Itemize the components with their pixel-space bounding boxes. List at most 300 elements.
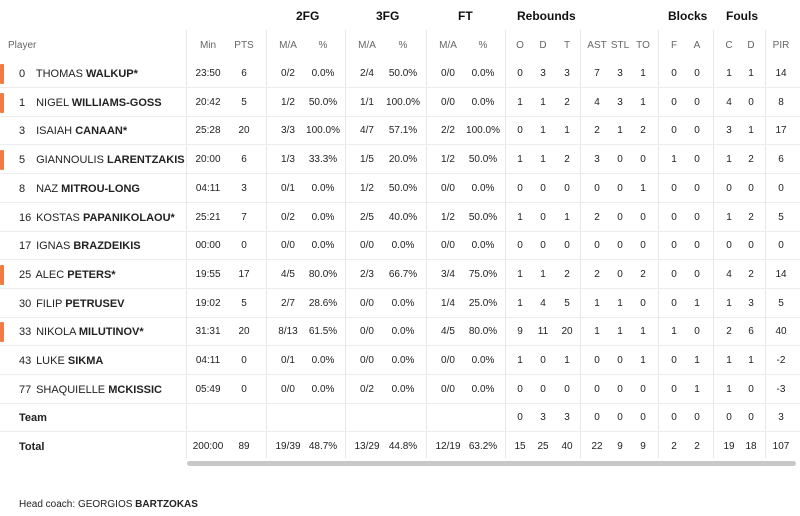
stat-to: 1 [640, 96, 646, 108]
stat-min: 19:02 [195, 297, 221, 309]
stat-pir: 40 [775, 326, 787, 338]
stat-fg2-ma: 8/13 [278, 326, 298, 338]
player-last-name[interactable]: MILUTINOV* [78, 326, 144, 339]
stat-bf: 0 [671, 211, 677, 223]
stat-fd: 0 [748, 412, 754, 424]
stat-stl: 1 [617, 326, 623, 338]
stat-bf: 0 [671, 68, 677, 79]
player-number: 17 [19, 240, 32, 253]
stat-fg2-pct: 48.7% [308, 441, 338, 453]
player-first-name: NIGEL [36, 96, 69, 109]
stat-fd: 1 [748, 355, 754, 366]
stat-fg3-pct: 100.0% [386, 96, 420, 108]
stat-pir: -2 [776, 355, 786, 366]
stat-pts: 20 [238, 326, 250, 338]
stat-fg3-ma: 2/3 [360, 268, 374, 280]
stat-fg2-ma: 0/1 [281, 355, 295, 366]
stat-pir: 0 [778, 182, 784, 194]
stat-to: 1 [640, 326, 646, 338]
stat-stl: 0 [617, 268, 623, 280]
stat-fg3-pct: 40.0% [388, 211, 418, 223]
player-number: 1 [19, 96, 26, 109]
stat-d: 25 [537, 441, 549, 453]
player-name[interactable] [19, 376, 162, 404]
stat-d: 3 [540, 68, 546, 79]
stat-ba: 1 [694, 383, 700, 395]
stat-d: 0 [540, 240, 546, 252]
stat-d: 1 [540, 96, 546, 108]
stat-o: 0 [517, 412, 523, 424]
player-name[interactable] [19, 261, 116, 289]
stat-ba: 0 [694, 68, 700, 79]
team-row [0, 404, 800, 432]
starter-marker [0, 150, 4, 170]
stat-ba: 1 [694, 297, 700, 309]
stat-ft-ma: 0/0 [441, 240, 455, 252]
stat-to: 0 [640, 383, 646, 395]
stat-fc: 19 [723, 441, 735, 453]
stat-min: 05:49 [195, 383, 221, 395]
stat-fg3-ma: 0/0 [360, 297, 374, 309]
stat-fg2-ma: 0/1 [281, 182, 295, 194]
stat-fg2-ma: 4/5 [281, 268, 295, 280]
stat-fc: 1 [726, 211, 732, 223]
stat-ast: 22 [591, 441, 603, 453]
stat-fg2-pct: 100.0% [306, 125, 340, 137]
col-header-to[interactable]: TO [636, 40, 650, 51]
stat-min: 00:00 [195, 240, 221, 252]
stat-ft-ma: 0/0 [441, 383, 455, 395]
stat-pir: 8 [778, 96, 784, 108]
stat-ft-ma: 1/2 [441, 211, 455, 223]
player-last-name[interactable]: MITROU-LONG [61, 182, 140, 195]
stat-pts: 5 [241, 297, 247, 309]
stat-ft-ma: 0/0 [441, 182, 455, 194]
stat-fg3-pct: 57.1% [388, 125, 418, 137]
stat-ft-ma: 12/19 [435, 441, 461, 453]
col-header-min[interactable]: Min [199, 40, 217, 51]
player-number: 77 [19, 383, 32, 396]
stat-d: 1 [540, 125, 546, 137]
stat-pts: 7 [241, 211, 247, 223]
player-first-name: IGNAS [36, 240, 71, 253]
stat-fc: 0 [726, 182, 732, 194]
stat-ft-pct: 0.0% [471, 240, 495, 252]
stat-fd: 1 [748, 125, 754, 137]
stat-ast: 0 [594, 182, 600, 194]
stat-min: 200:00 [192, 441, 224, 453]
stat-pir: 17 [775, 125, 787, 137]
stat-fd: 0 [748, 383, 754, 395]
stat-pir: 5 [778, 211, 784, 223]
team-label: Team [19, 412, 47, 425]
stat-ba: 0 [694, 211, 700, 223]
stat-fg2-ma: 19/39 [275, 441, 301, 453]
player-name[interactable] [19, 204, 175, 232]
stat-d: 3 [540, 412, 546, 424]
stat-ba: 0 [694, 326, 700, 338]
stat-fg2-ma: 0/0 [281, 383, 295, 395]
stat-fg3-pct: 0.0% [391, 383, 415, 395]
stat-fg3-ma: 4/7 [360, 125, 374, 137]
stat-o: 9 [517, 326, 523, 338]
stat-t: 2 [564, 96, 570, 108]
stat-bf: 0 [671, 297, 677, 309]
stat-fd: 2 [748, 211, 754, 223]
stat-ast: 1 [594, 297, 600, 309]
player-number: 30 [19, 297, 32, 310]
stat-min: 23:50 [195, 68, 221, 79]
stat-ft-ma: 3/4 [441, 268, 455, 280]
table-row [0, 232, 800, 260]
col-header-t[interactable]: T [563, 40, 571, 51]
stat-to: 0 [640, 412, 646, 424]
stat-fg2-pct: 0.0% [311, 211, 335, 223]
player-number: 3 [19, 125, 26, 138]
group-header-3fg: 3FG [376, 9, 400, 23]
col-header-fouls-d[interactable]: D [747, 40, 755, 51]
stat-t: 40 [561, 441, 573, 453]
head-coach [19, 499, 198, 510]
stat-ft-pct: 63.2% [468, 441, 498, 453]
stat-t: 20 [561, 326, 573, 338]
player-last-name[interactable]: CANAAN* [75, 125, 128, 138]
stat-ft-pct: 100.0% [466, 125, 500, 137]
player-last-name[interactable]: WALKUP* [85, 68, 138, 80]
head-coach-label: Head coach: [19, 499, 76, 510]
stat-fc: 4 [726, 268, 732, 280]
horizontal-scrollbar[interactable] [187, 461, 796, 466]
stat-fg2-ma: 3/3 [281, 125, 295, 137]
stat-fg3-ma: 0/0 [360, 326, 374, 338]
stat-o: 0 [517, 125, 523, 137]
player-last-name[interactable]: MCKISSIC [108, 383, 162, 396]
stat-t: 0 [564, 182, 570, 194]
stat-to: 1 [640, 355, 646, 366]
stat-fg3-pct: 0.0% [391, 297, 415, 309]
player-name[interactable] [19, 290, 125, 318]
stat-ast: 4 [594, 96, 600, 108]
player-number: 25 [19, 268, 32, 281]
col-header-fouls-c[interactable]: C [725, 40, 733, 51]
table-row [0, 290, 800, 318]
player-number: 5 [19, 154, 26, 167]
stat-fg2-pct: 50.0% [308, 96, 338, 108]
stat-fc: 2 [726, 326, 732, 338]
starter-marker [0, 93, 4, 113]
stat-o: 1 [517, 211, 523, 223]
stat-ba: 0 [694, 96, 700, 108]
col-header-blocks-f[interactable]: F [670, 40, 678, 51]
stat-o: 1 [517, 268, 523, 280]
stat-bf: 0 [671, 182, 677, 194]
stat-ba: 0 [694, 412, 700, 424]
stat-d: 0 [540, 182, 546, 194]
stat-fg3-pct: 66.7% [388, 268, 418, 280]
stat-fc: 0 [726, 240, 732, 252]
stat-fc: 3 [726, 125, 732, 137]
stat-ft-pct: 0.0% [471, 68, 495, 79]
col-header-ast[interactable]: AST [587, 40, 607, 51]
stat-fg3-ma: 1/2 [360, 182, 374, 194]
stat-to: 0 [640, 297, 646, 309]
stat-ft-ma: 0/0 [441, 96, 455, 108]
player-number: 33 [19, 326, 32, 339]
table-row [0, 204, 800, 232]
col-header-o[interactable]: O [516, 40, 524, 51]
player-first-name: SHAQUIELLE [36, 383, 106, 396]
col-header-d[interactable]: D [539, 40, 547, 51]
stat-pts: 5 [241, 96, 247, 108]
stat-bf: 0 [671, 383, 677, 395]
table-row [0, 347, 800, 375]
col-header-stl[interactable]: STL [610, 40, 630, 51]
stat-t: 2 [564, 154, 570, 166]
stat-d: 1 [540, 154, 546, 166]
table-row [0, 261, 800, 289]
stat-fd: 2 [748, 268, 754, 280]
stat-ba: 0 [694, 125, 700, 137]
player-last-name[interactable]: PETERS* [67, 268, 116, 281]
player-name[interactable] [19, 175, 140, 203]
stat-fg3-ma: 1/5 [360, 154, 374, 166]
stat-stl: 0 [617, 154, 623, 166]
stat-fg3-ma: 1/1 [360, 96, 374, 108]
player-name[interactable] [19, 232, 141, 260]
stat-fg3-pct: 50.0% [388, 68, 418, 79]
stat-t: 1 [564, 125, 570, 137]
player-last-name[interactable]: PAPANIKOLAOU* [82, 211, 175, 224]
head-coach-first-name: GEORGIOS [77, 499, 133, 510]
player-first-name: KOSTAS [36, 211, 80, 224]
stat-fc: 0 [726, 412, 732, 424]
stat-fg2-ma: 0/0 [281, 240, 295, 252]
stat-fg2-pct: 28.6% [308, 297, 338, 309]
stat-ba: 0 [694, 268, 700, 280]
stat-stl: 0 [617, 182, 623, 194]
stat-bf: 1 [671, 154, 677, 166]
stat-fd: 6 [748, 326, 754, 338]
stat-fg3-ma: 0/2 [360, 383, 374, 395]
starter-marker [0, 64, 4, 84]
stat-min: 20:42 [195, 96, 221, 108]
stat-pir: 3 [778, 412, 784, 424]
stat-pts: 0 [241, 240, 247, 252]
stat-o: 0 [517, 68, 523, 79]
stat-fg2-ma: 1/3 [281, 154, 295, 166]
stat-fc: 1 [726, 297, 732, 309]
stat-min: 20:00 [195, 154, 221, 166]
stat-to: 0 [640, 211, 646, 223]
stat-ft-ma: 2/2 [441, 125, 455, 137]
stat-bf: 1 [671, 326, 677, 338]
player-number: 8 [19, 182, 26, 195]
player-name[interactable] [19, 347, 103, 375]
stat-fg2-ma: 0/2 [281, 68, 295, 79]
stat-t: 0 [564, 240, 570, 252]
stat-pts: 20 [238, 125, 250, 137]
stat-ft-pct: 25.0% [468, 297, 498, 309]
stat-pir: -3 [776, 383, 786, 395]
stat-stl: 0 [617, 412, 623, 424]
col-header-blocks-a[interactable]: A [693, 40, 701, 51]
stat-o: 1 [517, 355, 523, 366]
player-name[interactable] [19, 146, 185, 174]
stat-pts: 6 [241, 68, 247, 79]
player-first-name: THOMAS [35, 68, 83, 80]
table-row [0, 146, 800, 174]
stat-pir: 0 [778, 240, 784, 252]
stat-ast: 7 [594, 68, 600, 79]
stat-fg3-pct: 20.0% [388, 154, 418, 166]
total-label: Total [19, 441, 45, 454]
stat-d: 4 [540, 297, 546, 309]
stat-pir: 14 [775, 268, 787, 280]
stat-to: 1 [640, 68, 646, 79]
col-header-3fg-pct[interactable]: % [398, 40, 408, 51]
player-first-name: NIKOLA [36, 326, 76, 339]
col-header-ft-ma[interactable]: M/A [439, 40, 457, 51]
stat-pir: 14 [775, 68, 787, 79]
stat-fg2-ma: 2/7 [281, 297, 295, 309]
col-header-2fg-ma[interactable]: M/A [279, 40, 297, 51]
player-first-name: ALEC [35, 268, 65, 281]
stat-to: 0 [640, 154, 646, 166]
player-name[interactable] [19, 117, 127, 145]
stat-ft-pct: 50.0% [468, 211, 498, 223]
stat-o: 1 [517, 96, 523, 108]
player-first-name: LUKE [36, 355, 65, 367]
group-header-2fg: 2FG [296, 9, 320, 23]
table-row [0, 318, 800, 346]
stat-stl: 3 [617, 96, 623, 108]
stat-t: 2 [564, 268, 570, 280]
stat-ba: 0 [694, 182, 700, 194]
col-header-3fg-ma[interactable]: M/A [358, 40, 376, 51]
col-header-player[interactable]: Player [8, 40, 37, 51]
stat-to: 9 [640, 441, 646, 453]
stat-stl: 0 [617, 383, 623, 395]
group-header-blocks: Blocks [668, 9, 708, 23]
stat-d: 1 [540, 268, 546, 280]
stat-pts: 0 [241, 355, 247, 366]
stat-fd: 0 [748, 182, 754, 194]
stat-ast: 1 [594, 326, 600, 338]
stat-ast: 3 [594, 154, 600, 166]
stat-fg3-ma: 2/5 [360, 211, 374, 223]
player-last-name[interactable]: BRAZDEIKIS [73, 240, 141, 253]
table-row [0, 376, 800, 404]
stat-stl: 0 [617, 240, 623, 252]
stat-fg2-pct: 0.0% [311, 383, 335, 395]
stat-o: 15 [514, 441, 526, 453]
stat-fg3-ma: 0/0 [360, 240, 374, 252]
stat-ast: 0 [594, 240, 600, 252]
player-first-name: NAZ [36, 182, 59, 195]
stat-o: 0 [517, 182, 523, 194]
player-number: 43 [19, 355, 32, 367]
group-header-ft: FT [458, 9, 473, 23]
stat-fc: 1 [726, 355, 732, 366]
stat-to: 1 [640, 182, 646, 194]
stat-fc: 4 [726, 96, 732, 108]
stat-bf: 2 [671, 441, 677, 453]
total-row [0, 433, 800, 461]
head-coach-last-name[interactable]: BARTZOKAS [135, 499, 198, 510]
stat-pts: 89 [238, 441, 250, 453]
stat-fg2-pct: 0.0% [311, 182, 335, 194]
col-header-pts[interactable]: PTS [234, 40, 254, 51]
stat-bf: 0 [671, 125, 677, 137]
stat-fc: 1 [726, 68, 732, 79]
stat-fd: 18 [745, 441, 757, 453]
stat-pir: 107 [772, 441, 790, 453]
stat-fg3-ma: 2/4 [360, 68, 374, 79]
stat-stl: 9 [617, 441, 623, 453]
stat-min: 25:21 [195, 211, 221, 223]
stat-fd: 2 [748, 154, 754, 166]
player-last-name[interactable]: LARENTZAKIS [106, 154, 185, 167]
stat-fd: 1 [748, 68, 754, 79]
group-header-rebounds: Rebounds [517, 9, 576, 23]
stat-stl: 0 [617, 211, 623, 223]
player-name[interactable] [19, 318, 144, 346]
stat-bf: 0 [671, 412, 677, 424]
stat-fg3-pct: 0.0% [391, 326, 415, 338]
stat-stl: 1 [617, 297, 623, 309]
stat-stl: 3 [617, 68, 623, 79]
stat-ft-pct: 0.0% [471, 383, 495, 395]
player-name[interactable] [19, 89, 162, 117]
stat-ft-ma: 1/4 [441, 297, 455, 309]
stat-ft-ma: 1/2 [441, 154, 455, 166]
stat-ft-ma: 4/5 [441, 326, 455, 338]
stat-fg3-ma: 13/29 [354, 441, 380, 453]
col-header-ft-pct[interactable]: % [478, 40, 488, 51]
stat-bf: 0 [671, 355, 677, 366]
stat-pts: 0 [241, 383, 247, 395]
stat-fd: 0 [748, 96, 754, 108]
stat-bf: 0 [671, 268, 677, 280]
stat-stl: 0 [617, 355, 623, 366]
stat-fg2-pct: 0.0% [311, 240, 335, 252]
stat-min: 19:55 [195, 268, 221, 280]
player-last-name[interactable]: PETRUSEV [65, 297, 125, 310]
stat-ft-pct: 50.0% [468, 154, 498, 166]
stat-fg2-pct: 80.0% [308, 268, 338, 280]
stat-ast: 2 [594, 125, 600, 137]
stat-o: 1 [517, 154, 523, 166]
player-number: 0 [19, 68, 26, 80]
stat-d: 0 [540, 211, 546, 223]
stat-o: 1 [517, 297, 523, 309]
player-name[interactable] [19, 60, 138, 88]
stat-pir: 6 [778, 154, 784, 166]
player-number: 16 [19, 211, 32, 224]
stat-fc: 1 [726, 383, 732, 395]
col-header-2fg-pct[interactable]: % [318, 40, 328, 51]
stat-ba: 1 [694, 355, 700, 366]
player-last-name[interactable]: SIKMA [67, 355, 104, 367]
player-first-name: FILIP [36, 297, 63, 310]
stat-fg2-pct: 0.0% [311, 355, 335, 366]
player-last-name[interactable]: WILLIAMS-GOSS [71, 96, 162, 109]
table-row [0, 60, 800, 88]
player-first-name: ISAIAH [36, 125, 73, 138]
stat-fg2-ma: 1/2 [281, 96, 295, 108]
col-header-pir[interactable]: PIR [772, 40, 790, 51]
stat-ft-ma: 0/0 [441, 355, 455, 366]
